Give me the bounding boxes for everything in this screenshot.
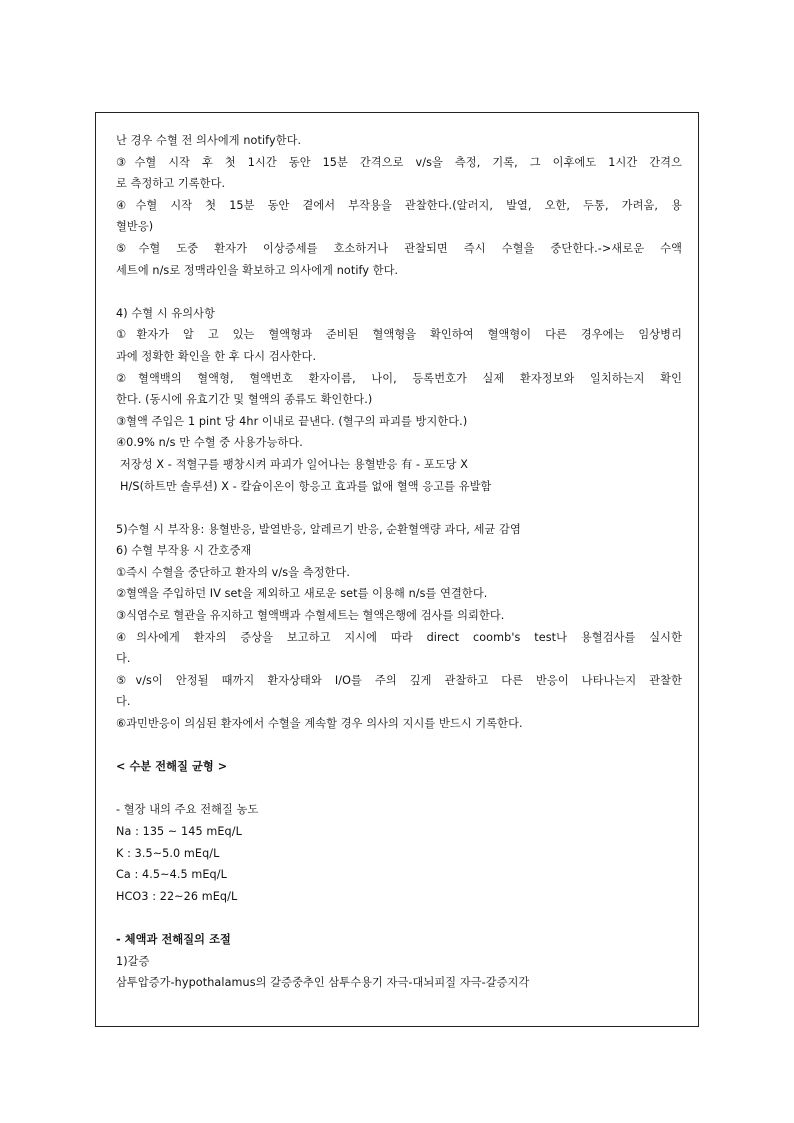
text-line: 과에 정확한 확인을 한 후 다시 검사한다. — [116, 349, 317, 363]
text-line: 저장성 X - 적혈구를 팽창시켜 파괴가 일어나는 용혈반응 有 - 포도당 X — [120, 457, 468, 471]
text-line: Ca : 4.5~4.5 mEq/L — [116, 868, 227, 882]
text-line: ③혈액 주입은 1 pint 당 4hr 이내로 끝낸다. (혈구의 파괴를 방지한다.) — [116, 414, 468, 428]
text-line: ②혈액을 주입하던 IV set을 제외하고 새로운 set를 이용해 n/s를 연결한다. — [116, 587, 488, 601]
blank-line — [116, 497, 682, 519]
text-line: H/S(하트만 솔루션) X - 칼슘이온이 항응고 효과를 없애 혈액 응고를 유발함 — [120, 479, 492, 493]
text-line: ①환자가 알 고 있는 혈액형과 준비된 혈액형을 확인하여 혈액형이 다른 경우에는 임상병리 — [116, 328, 682, 342]
text-line: 로 측정하고 기록한다. — [116, 177, 226, 191]
text-line: ③수혈 시작 후 첫 1시간 동안 15분 간격으로 v/s을 측정, 기록, 그 이후에도 1시간 간격으 — [116, 155, 682, 169]
blank-line — [116, 735, 682, 757]
text-line: Na : 135 ~ 145 mEq/L — [116, 825, 242, 838]
text-line: 6) 수혈 부작용 시 간호중재 — [116, 544, 252, 558]
text-line: < 수분 전해질 균형 > — [116, 760, 228, 774]
text-line: ③식염수로 혈관을 유지하고 혈액백과 수혈세트는 혈액은행에 검사를 의뢰한다. — [116, 609, 505, 623]
text-line: - 혈장 내의 주요 전해질 농도 — [116, 803, 259, 817]
text-line: 1)갈증 — [116, 954, 150, 968]
text-line: 4) 수혈 시 유의사항 — [116, 306, 216, 320]
blank-line — [116, 778, 682, 800]
text-line: 5)수혈 시 부작용: 용혈반응, 발열반응, 알레르기 반응, 순환혈액량 과다, 세균 감염 — [116, 522, 521, 536]
text-line: ④0.9% n/s 만 수혈 중 사용가능하다. — [116, 436, 303, 450]
text-line: 다. — [116, 695, 131, 709]
blank-line — [116, 281, 682, 303]
text-line: 혈반응) — [116, 220, 154, 234]
text-line: ⑥과민반응이 의심된 환자에서 수혈을 계속할 경우 의사의 지시를 반드시 기록한다. — [116, 717, 523, 731]
text-line: HCO3 : 22~26 mEq/L — [116, 889, 238, 903]
text-line: 한다. (동시에 유효기간 및 혈액의 종류도 확인한다.) — [116, 393, 373, 407]
page-frame — [95, 112, 699, 1027]
text-line: ④의사에게 환자의 증상을 보고하고 지시에 따라 direct coomb's test나 용혈검사를 실시한 — [116, 630, 682, 644]
text-line: 다. — [116, 652, 131, 666]
text-line: 난 경우 수혈 전 의사에게 notify한다. — [116, 134, 302, 147]
text-line: 세트에 n/s로 정맥라인을 확보하고 의사에게 notify 한다. — [116, 263, 399, 277]
text-line: - 체액과 전해질의 조절 — [116, 932, 231, 946]
text-line: ⑤v/s이 안정될 때까지 환자상태와 I/O를 주의 깊게 관찰하고 다른 반응이 나타나는지 관찰한 — [116, 673, 682, 687]
text-line: K : 3.5~5.0 mEq/L — [116, 846, 220, 860]
document-body — [116, 130, 682, 994]
text-line: ⑤수혈 도중 환자가 이상증세를 호소하거나 관찰되면 즉시 수혈을 중단한다.->새로운 수액 — [116, 241, 682, 255]
text-line: ①즉시 수혈을 중단하고 환자의 v/s을 측정한다. — [116, 565, 351, 579]
text-line: ④수혈 시작 첫 15분 동안 곁에서 부작용을 관찰한다.(알러지, 발열, 오한, 두통, 가려움, 용 — [116, 198, 682, 212]
blank-line — [116, 907, 682, 929]
text-line: ②혈액백의 혈액형, 혈액번호 환자이름, 나이, 등록번호가 실제 환자정보와 일치하는지 확인 — [116, 371, 682, 385]
text-line: 삼투압증가-hypothalamus의 갈증중추인 삼투수용기 자극-대뇌피질 자극-갈증지각 — [116, 976, 530, 990]
